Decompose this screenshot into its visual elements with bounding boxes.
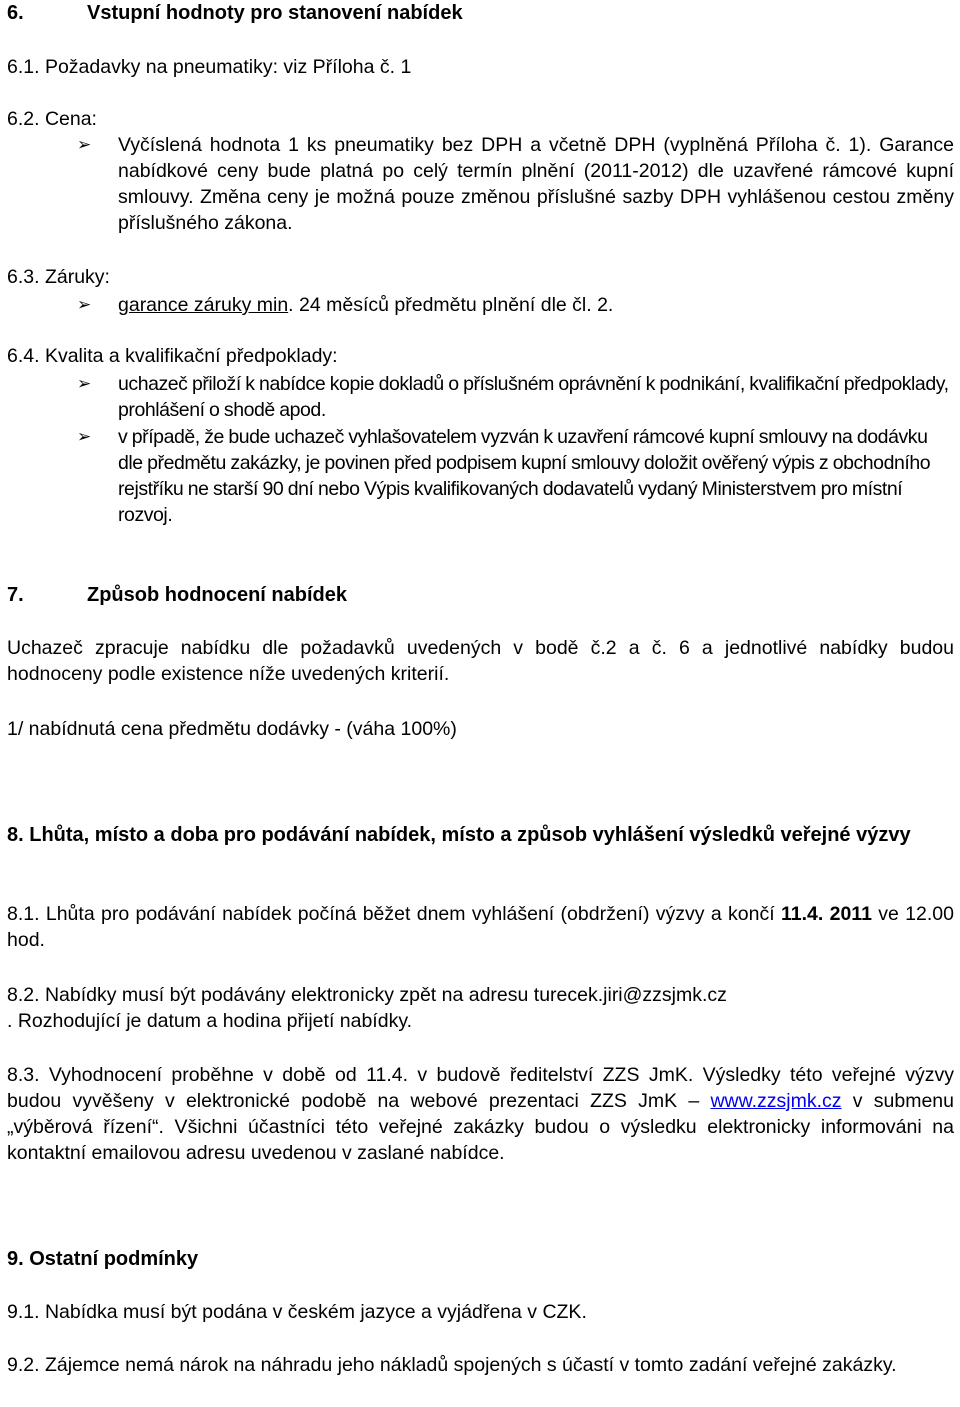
section-9-heading: 9. Ostatní podmínky	[7, 1248, 199, 1270]
section-number: 6.	[7, 2, 24, 24]
bullet-text: v případě, že bude uchazeč vyhlašovatelem vyzván k uzavření rámcové kupní smlouvy na dodávku dle předmětu zakázky, je povinen před podpisem kupní smlouvy doložit ověřený výpis z obchodního rejstříku ne starší 90 dní nebo Výpis kvalifikovaných dodavatelů vydaný Ministerstvem pro místní rozvoj.	[118, 426, 931, 526]
section-title: Způsob hodnocení nabídek	[87, 584, 347, 606]
section-8-heading: 8. Lhůta, místo a doba pro podávání nabídek, místo a způsob vyhlášení výsledků veřejné výzvy	[7, 824, 911, 846]
paragraph-7-1: Uchazeč zpracuje nabídku dle požadavků uvedených v bodě č.2 a č. 6 a jednotlivé nabídky budou hodnoceny podle existence níže uvedených kriterií.	[7, 637, 954, 685]
bullet-6-3	[79, 292, 954, 318]
paragraph-8-3: 8.3. Vyhodnocení proběhne v době od 11.4. v budově ředitelství ZZS JmK. Výsledky této veřejné výzvy budou vyvěšeny v elektronické podobě na webové prezentaci ZZS JmK – www.zzsjmk.cz v submenu „výběrová řízení“. Všichni účastníci této veřejné zakázky budou o výsledku elektronicky informováni na kontaktní emailovou adresu uvedenou v zaslané nabídce.	[7, 1064, 954, 1164]
website-link[interactable]: www.zzsjmk.cz	[710, 1090, 842, 1112]
paragraph-9-1: 9.1. Nabídka musí být podána v českém jazyce a vyjádřena v CZK.	[7, 1301, 587, 1323]
paragraph-8-1: 8.1. Lhůta pro podávání nabídek počíná běžet dnem vyhlášení (obdržení) výzvy a končí 11.4. 2011 ve 12.00 hod.	[7, 903, 954, 951]
paragraph-6-4-title: 6.4. Kvalita a kvalifikační předpoklady:	[7, 345, 338, 367]
paragraph-7-2: 1/ nabídnutá cena předmětu dodávky - (váha 100%)	[7, 718, 457, 740]
paragraph-6-1: 6.1. Požadavky na pneumatiky: viz Příloha č. 1	[7, 56, 412, 78]
submission-note: . Rozhodující je datum a hodina přijetí nabídky.	[7, 1010, 413, 1032]
arrow-bullet-icon: ➢	[77, 427, 91, 446]
deadline-date: 11.4. 2011	[780, 903, 872, 925]
bullet-text: Vyčíslená hodnota 1 ks pneumatiky bez DPH a včetně DPH (vyplněná Příloha č. 1). Garance nabídkové ceny bude platná po celý termín plnění (2011-2012) dle uzavřené rámcové kupní smlouvy. Změna ceny je možná pouze změnou příslušné sazby DPH vyhlášenou cestou změny příslušného zákona.	[118, 134, 954, 234]
paragraph-6-3-title: 6.3. Záruky:	[7, 266, 110, 288]
paragraph-6-2-title: 6.2. Cena:	[7, 108, 97, 130]
arrow-bullet-icon: ➢	[77, 374, 91, 393]
paragraph-9-2: 9.2. Zájemce nemá nárok na náhradu jeho nákladů spojených s účastí v tomto zadání veřejné zakázky.	[7, 1354, 897, 1376]
bullet-6-4-1	[79, 371, 954, 423]
arrow-bullet-icon: ➢	[77, 295, 92, 314]
bullet-text: uchazeč přiloží k nabídce kopie dokladů o příslušném oprávnění k podnikání, kvalifikační předpoklady, prohlášení o shodě apod.	[118, 373, 949, 421]
section-number: 7.	[7, 584, 24, 606]
arrow-bullet-icon: ➢	[77, 135, 92, 154]
section-7-heading	[7, 582, 954, 608]
paragraph-8-2	[7, 982, 954, 1034]
submission-address: 8.2. Nabídky musí být podávány elektronicky zpět na adresu turecek.jiri@zzsjmk.cz	[7, 984, 727, 1006]
section-title: Vstupní hodnoty pro stanovení nabídek	[87, 2, 463, 24]
bullet-6-4-2	[79, 424, 954, 528]
bullet-6-2	[79, 132, 954, 236]
warranty-underlined: garance záruky min	[118, 294, 289, 316]
section-6-heading	[7, 0, 954, 26]
warranty-rest: . 24 měsíců předmětu plnění dle čl. 2.	[288, 294, 614, 316]
